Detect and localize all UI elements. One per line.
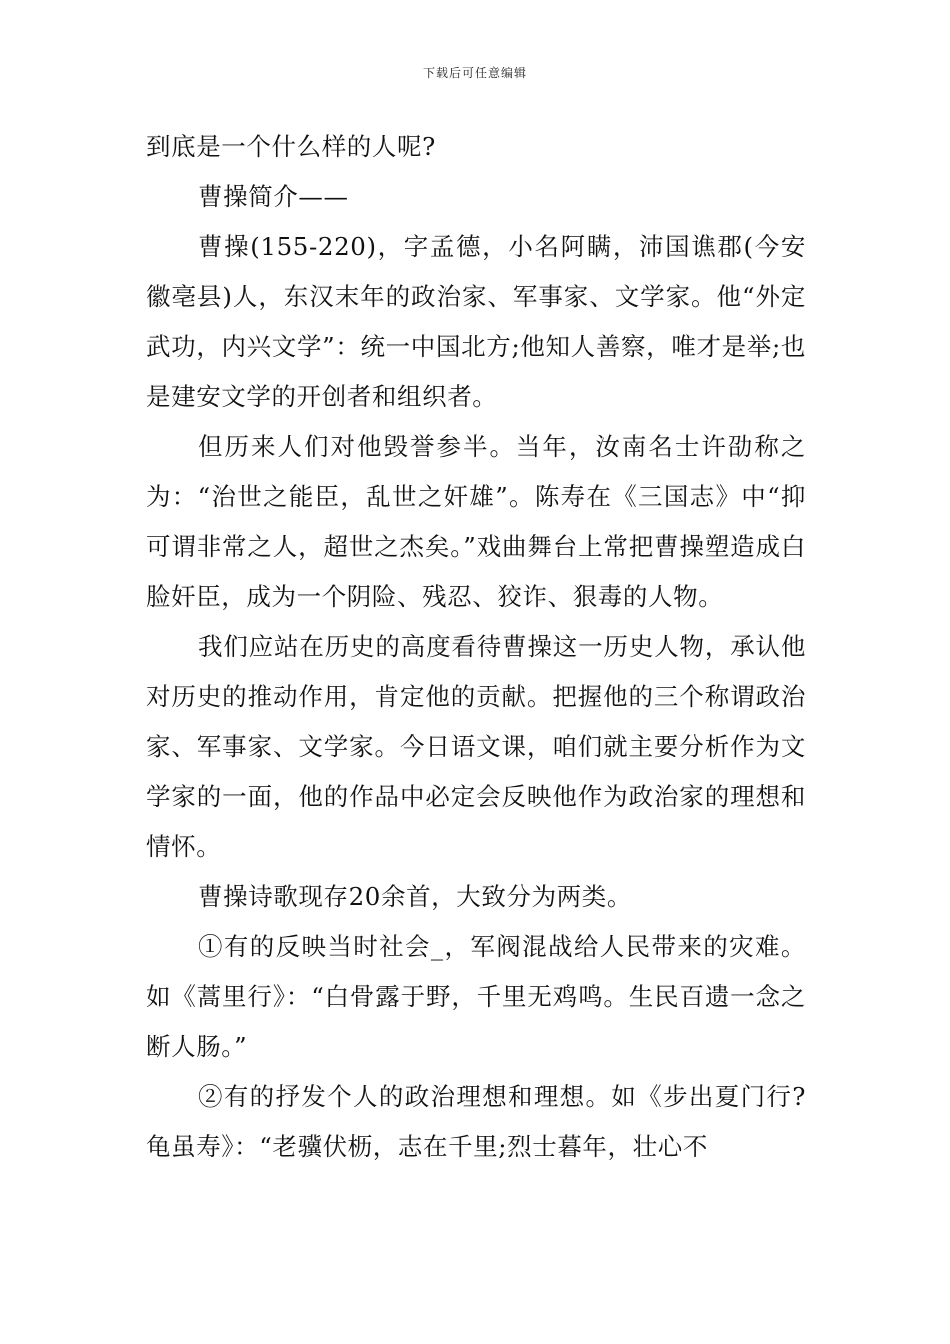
paragraph-poetry-type-two: ②有的抒发个人的政治理想和理想。如《步出夏门行?龟虽寿》：“老骥伏枥，志在千里;烈士暮年，壮心不	[146, 1082, 806, 1161]
paragraph-poetry-overview: 曹操诗歌现存20余首，大致分为两类。	[198, 882, 632, 911]
paragraph-intro-question: 到底是一个什么样的人呢?	[146, 132, 436, 161]
paragraph-historical-perspective: 我们应站在历史的高度看待曹操这一历史人物，承认他对历史的推动作用，肯定他的贡献。把握他的三个称谓政治家、军事家、文学家。今日语文课，咱们就主要分析作为文学家的一面，他的作品中必定会反映他作为政治家的理想和情怀。	[146, 632, 806, 861]
paragraph-historical-evaluation: 但历来人们对他毁誉参半。当年，汝南名士许劭称之为：“治世之能臣，乱世之奸雄”。陈寿在《三国志》中“抑可谓非常之人，超世之杰矣。”戏曲舞台上常把曹操塑造成白脸奸臣，成为一个阴险、残忍、狡诈、狠毒的人物。	[146, 432, 806, 611]
document-body	[146, 122, 806, 1172]
paragraph-caocao-intro-heading: 曹操简介——	[198, 182, 349, 211]
paragraph-caocao-biography: 曹操(155-220)，字孟德，小名阿瞒，沛国谯郡(今安徽亳县)人，东汉末年的政治家、军事家、文学家。他“外定武功，内兴文学”：统一中国北方;他知人善察，唯才是举;也是建安文学的开创者和组织者。	[146, 232, 806, 411]
page-header: 下载后可任意编辑	[422, 66, 527, 80]
paragraph-poetry-type-one: ①有的反映当时社会_，军阀混战给人民带来的灾难。如《蒿里行》：“白骨露于野，千里无鸡鸣。生民百遗一念之断人肠。”	[146, 932, 806, 1061]
